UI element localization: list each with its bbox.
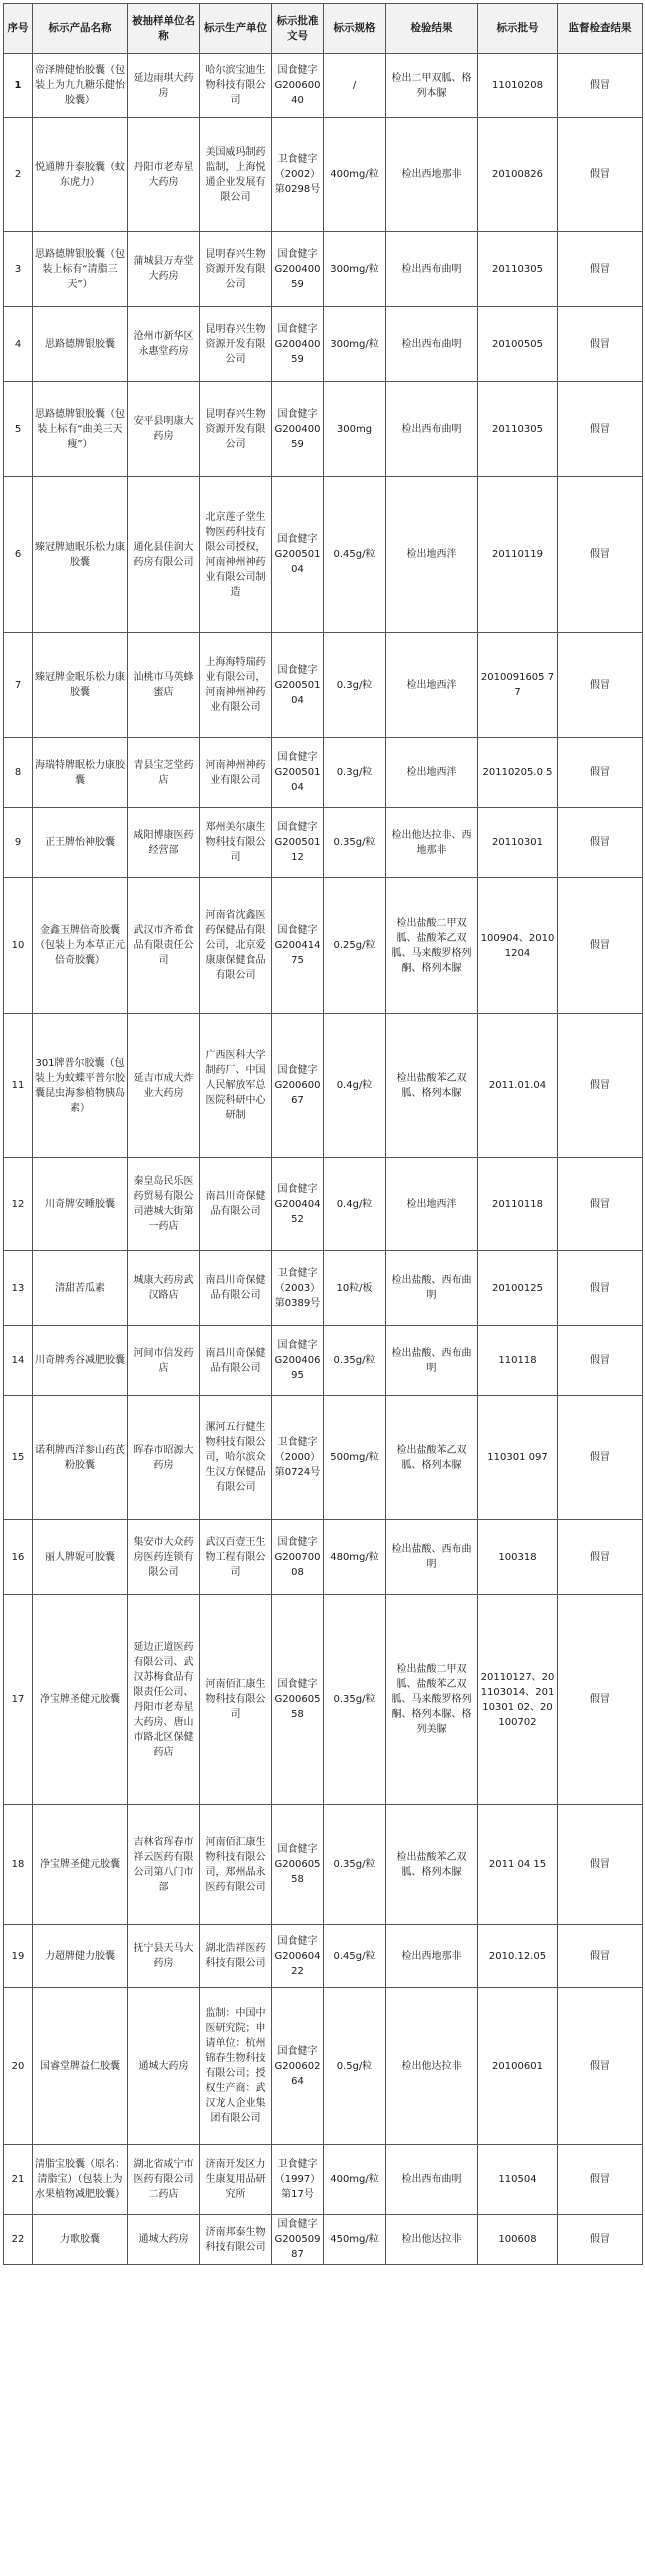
test-result: 检出盐酸苯乙双胍、格列本脲 (386, 1396, 478, 1520)
approval-number: 国食健字G20040695 (272, 1326, 324, 1396)
verdict: 假冒 (558, 1595, 643, 1805)
maker: 南昌川奇保健品有限公司 (200, 1326, 272, 1396)
row-number: 3 (4, 232, 33, 307)
maker: 美国威玛制药监制，上海悦通企业发展有限公司 (200, 118, 272, 232)
maker: 昆明春兴生物资源开发有限公司 (200, 382, 272, 477)
header-cell-result: 检验结果 (386, 4, 478, 54)
maker: 北京莲子堂生物医药科技有限公司授权，河南神州神药业有限公司制造 (200, 477, 272, 633)
table-row (4, 1925, 643, 1988)
batch-number: 100608 (478, 2215, 558, 2265)
row-number: 19 (4, 1925, 33, 1988)
table-row (4, 54, 643, 118)
row-number: 14 (4, 1326, 33, 1396)
maker: 河南神州神药业有限公司 (200, 738, 272, 808)
approval-number: 国食健字G20060422 (272, 1925, 324, 1988)
test-result: 检出西地那非 (386, 1925, 478, 1988)
spec: 450mg/粒 (324, 2215, 386, 2265)
approval-number: 国食健字G20060040 (272, 54, 324, 118)
test-result: 检出西布曲明 (386, 232, 478, 307)
test-result: 检出盐酸、西布曲明 (386, 1326, 478, 1396)
sampled-unit: 晖春市昭源大药房 (128, 1396, 200, 1520)
table-row (4, 307, 643, 382)
spec: 0.3g/粒 (324, 738, 386, 808)
maker: 济南邦泰生物科技有限公司 (200, 2215, 272, 2265)
product-name: 帝泽牌健怡胶囊（包装上为九九糖乐健怡胶囊） (33, 54, 128, 118)
verdict: 假冒 (558, 2215, 643, 2265)
batch-number: 20100826 (478, 118, 558, 232)
sampled-unit: 咸阳博康医药经营部 (128, 808, 200, 878)
header-cell-sampled-unit: 被抽样单位名称 (128, 4, 200, 54)
sampled-unit: 秦皇岛民乐医药贸易有限公司港城大街第一药店 (128, 1158, 200, 1251)
maker: 昆明春兴生物资源开发有限公司 (200, 232, 272, 307)
maker: 河南省沈鑫医药保健品有限公司，北京爱康康保健食品有限公司 (200, 878, 272, 1014)
verdict: 假冒 (558, 1158, 643, 1251)
product-name: 川奇牌秀谷减肥胶囊 (33, 1326, 128, 1396)
product-name: 正王牌怡神胶囊 (33, 808, 128, 878)
table-row (4, 1014, 643, 1158)
verdict: 假冒 (558, 1251, 643, 1326)
product-name: 臻冠牌迪眠乐松力康胶囊 (33, 477, 128, 633)
sampled-unit: 沧州市新华区永惠堂药房 (128, 307, 200, 382)
product-name: 臻冠牌金眠乐松力康胶囊 (33, 633, 128, 738)
table-row (4, 2215, 643, 2265)
product-name: 诺利牌西洋参山药芪粉胶囊 (33, 1396, 128, 1520)
batch-number: 2011 04 15 (478, 1805, 558, 1925)
table-row (4, 1595, 643, 1805)
batch-number: 20110305 (478, 382, 558, 477)
spec: 300mg (324, 382, 386, 477)
row-number: 7 (4, 633, 33, 738)
verdict: 假冒 (558, 307, 643, 382)
row-number: 22 (4, 2215, 33, 2265)
row-number: 5 (4, 382, 33, 477)
header-cell-batch: 标示批号 (478, 4, 558, 54)
header-cell-maker: 标示生产单位 (200, 4, 272, 54)
maker: 南昌川奇保健品有限公司 (200, 1251, 272, 1326)
row-number: 16 (4, 1520, 33, 1595)
sampled-unit: 城康大药房武汉路店 (128, 1251, 200, 1326)
product-name: 海瑞特牌眠松力康胶囊 (33, 738, 128, 808)
row-number: 2 (4, 118, 33, 232)
sampled-unit: 青县宝芝堂药店 (128, 738, 200, 808)
approval-number: 国食健字G20050112 (272, 808, 324, 878)
row-number: 10 (4, 878, 33, 1014)
table-row (4, 1158, 643, 1251)
table-row (4, 808, 643, 878)
spec: 500mg/粒 (324, 1396, 386, 1520)
approval-number: 国食健字G20060067 (272, 1014, 324, 1158)
sampled-unit: 安平县明康大药房 (128, 382, 200, 477)
product-name: 思路德牌银胶囊 (33, 307, 128, 382)
spec: 0.5g/粒 (324, 1988, 386, 2145)
verdict: 假冒 (558, 382, 643, 477)
table-row (4, 1251, 643, 1326)
maker: 郑州美尔康生物科技有限公司 (200, 808, 272, 878)
table-row (4, 633, 643, 738)
batch-number: 20110127、201103014、20110301 02、20100702 (478, 1595, 558, 1805)
maker: 哈尔滨宝迪生物科技有限公司 (200, 54, 272, 118)
batch-number: 110504 (478, 2145, 558, 2215)
table-row (4, 1396, 643, 1520)
test-result: 检出西布曲明 (386, 307, 478, 382)
header-cell-verdict: 监督检查结果 (558, 4, 643, 54)
approval-number: 国食健字G20050104 (272, 738, 324, 808)
spec: 400mg/粒 (324, 118, 386, 232)
verdict: 假冒 (558, 1396, 643, 1520)
table-row (4, 878, 643, 1014)
approval-number: 国食健字G20060558 (272, 1595, 324, 1805)
sampled-unit: 抚宁县天马大药房 (128, 1925, 200, 1988)
test-result: 检出盐酸苯乙双胍、格列本脲 (386, 1805, 478, 1925)
sampled-unit: 湖北省咸宁市医药有限公司二药店 (128, 2145, 200, 2215)
spec: 480mg/粒 (324, 1520, 386, 1595)
product-name: 清甜苦瓜素 (33, 1251, 128, 1326)
spec: 0.35g/粒 (324, 1805, 386, 1925)
batch-number: 20110118 (478, 1158, 558, 1251)
test-result: 检出二甲双胍、格列本脲 (386, 54, 478, 118)
batch-number: 2010.12.05 (478, 1925, 558, 1988)
maker: 监制：中国中医研究院；申请单位：杭州锦春生物科技有限公司；授权生产商：武汉龙人企业集团有限公司 (200, 1988, 272, 2145)
approval-number: 国食健字G20040059 (272, 307, 324, 382)
row-number: 4 (4, 307, 33, 382)
sampled-unit: 延边正道医药有限公司、武汉苏梅食品有限责任公司、丹阳市老寿星大药房、唐山市路北区保健药店 (128, 1595, 200, 1805)
verdict: 假冒 (558, 738, 643, 808)
verdict: 假冒 (558, 1805, 643, 1925)
test-result: 检出地西泮 (386, 477, 478, 633)
batch-number: 2011.01.04 (478, 1014, 558, 1158)
verdict: 假冒 (558, 1925, 643, 1988)
sampled-unit: 汕桃市马英蜂蜜店 (128, 633, 200, 738)
product-name: 川奇牌安睡胶囊 (33, 1158, 128, 1251)
verdict: 假冒 (558, 477, 643, 633)
test-result: 检出盐酸苯乙双胍、格列本脲 (386, 1014, 478, 1158)
verdict: 假冒 (558, 1326, 643, 1396)
product-name: 清脂宝胶囊（原名：清脂宝）（包装上为水果植物减肥胶囊） (33, 2145, 128, 2215)
approval-number: 国食健字G20050987 (272, 2215, 324, 2265)
table-row (4, 2145, 643, 2215)
verdict: 假冒 (558, 2145, 643, 2215)
table-row (4, 1988, 643, 2145)
row-number: 6 (4, 477, 33, 633)
row-number: 17 (4, 1595, 33, 1805)
sampled-unit: 集安市大众药房医药连锁有限公司 (128, 1520, 200, 1595)
header-cell-spec: 标示规格 (324, 4, 386, 54)
table-row (4, 1326, 643, 1396)
verdict: 假冒 (558, 1014, 643, 1158)
approval-number: 国食健字G20050104 (272, 633, 324, 738)
table-row (4, 118, 643, 232)
verdict: 假冒 (558, 633, 643, 738)
row-number: 21 (4, 2145, 33, 2215)
batch-number: 2010091605 77 (478, 633, 558, 738)
row-number: 13 (4, 1251, 33, 1326)
approval-number: 国食健字G20060558 (272, 1805, 324, 1925)
batch-number: 20100601 (478, 1988, 558, 2145)
product-name: 力歌胶囊 (33, 2215, 128, 2265)
spec: 0.25g/粒 (324, 878, 386, 1014)
product-name: 国睿堂牌益仁胶囊 (33, 1988, 128, 2145)
test-result: 检出西布曲明 (386, 382, 478, 477)
spec: 0.4g/粒 (324, 1014, 386, 1158)
approval-number: 卫食健字（1997）第17号 (272, 2145, 324, 2215)
table-row (4, 1805, 643, 1925)
table-row (4, 1520, 643, 1595)
row-number: 8 (4, 738, 33, 808)
maker: 济南开发区力生康复用品研究所 (200, 2145, 272, 2215)
maker: 河南佰汇康生物科技有限公司 (200, 1595, 272, 1805)
table-row (4, 382, 643, 477)
product-name: 思路德牌银胶囊（包装上标有“清脂三天”） (33, 232, 128, 307)
sampled-unit: 丹阳市老寿星大药房 (128, 118, 200, 232)
verdict: 假冒 (558, 232, 643, 307)
verdict: 假冒 (558, 54, 643, 118)
sampled-unit: 蒲城县万寿堂大药房 (128, 232, 200, 307)
row-number: 12 (4, 1158, 33, 1251)
spec: / (324, 54, 386, 118)
spec: 0.35g/粒 (324, 808, 386, 878)
sampled-unit: 延吉市成大炸业大药房 (128, 1014, 200, 1158)
test-result: 检出盐酸、西布曲明 (386, 1251, 478, 1326)
maker: 昆明春兴生物资源开发有限公司 (200, 307, 272, 382)
batch-number: 11010208 (478, 54, 558, 118)
batch-number: 20110205.0 5 (478, 738, 558, 808)
header-cell-no: 序号 (4, 4, 33, 54)
table-row (4, 232, 643, 307)
verdict: 假冒 (558, 118, 643, 232)
batch-number: 110301 097 (478, 1396, 558, 1520)
table-row (4, 477, 643, 633)
maker: 漯河五行健生物科技有限公司，哈尔滨众生汉方保健品有限公司 (200, 1396, 272, 1520)
maker: 河南佰汇康生物科技有限公司，郑州晶永医药有限公司 (200, 1805, 272, 1925)
spec: 0.45g/粒 (324, 477, 386, 633)
sampled-unit: 延边雨琪大药房 (128, 54, 200, 118)
spec: 0.3g/粒 (324, 633, 386, 738)
maker: 武汉百壹王生物工程有限公司 (200, 1520, 272, 1595)
approval-number: 国食健字G20041475 (272, 878, 324, 1014)
row-number: 11 (4, 1014, 33, 1158)
batch-number: 100904、20101204 (478, 878, 558, 1014)
inspection-results-table (3, 3, 643, 2265)
spec: 0.35g/粒 (324, 1595, 386, 1805)
test-result: 检出他达拉非 (386, 2215, 478, 2265)
header-cell-approval: 标示批准文号 (272, 4, 324, 54)
product-name: 净宝牌圣健元胶囊 (33, 1805, 128, 1925)
spec: 300mg/粒 (324, 232, 386, 307)
sampled-unit: 通城大药房 (128, 2215, 200, 2265)
batch-number: 20100125 (478, 1251, 558, 1326)
test-result: 检出西布曲明 (386, 2145, 478, 2215)
maker: 上海海特瑞药业有限公司，河南神州神药业有限公司 (200, 633, 272, 738)
maker: 湖北浩祥医药科技有限公司 (200, 1925, 272, 1988)
sampled-unit: 通城大药房 (128, 1988, 200, 2145)
verdict: 假冒 (558, 878, 643, 1014)
batch-number: 20110301 (478, 808, 558, 878)
maker: 南昌川奇保健品有限公司 (200, 1158, 272, 1251)
spec: 400mg/粒 (324, 2145, 386, 2215)
row-number: 9 (4, 808, 33, 878)
row-number: 20 (4, 1988, 33, 2145)
product-name: 思路德牌银胶囊（包装上标有“曲美三天瘦”） (33, 382, 128, 477)
batch-number: 20110119 (478, 477, 558, 633)
test-result: 检出地西泮 (386, 738, 478, 808)
test-result: 检出盐酸、西布曲明 (386, 1520, 478, 1595)
sampled-unit: 通化县佳润大药房有限公司 (128, 477, 200, 633)
batch-number: 20110305 (478, 232, 558, 307)
spec: 300mg/粒 (324, 307, 386, 382)
verdict: 假冒 (558, 1988, 643, 2145)
test-result: 检出他达拉非 (386, 1988, 478, 2145)
row-number: 1 (4, 54, 33, 118)
test-result: 检出他达拉非、西地那非 (386, 808, 478, 878)
header-cell-product: 标示产品名称 (33, 4, 128, 54)
table-row (4, 738, 643, 808)
sampled-unit: 武汉市齐希食品有限责任公司 (128, 878, 200, 1014)
product-name: 净宝牌圣健元胶囊 (33, 1595, 128, 1805)
approval-number: 国食健字G20060264 (272, 1988, 324, 2145)
row-number: 15 (4, 1396, 33, 1520)
batch-number: 20100505 (478, 307, 558, 382)
product-name: 301牌普尔胶囊（包装上为蚊蝶平普尔胶囊昆虫海参植物胰岛素） (33, 1014, 128, 1158)
approval-number: 卫食健字（2000）第0724号 (272, 1396, 324, 1520)
approval-number: 卫食健字（2003）第0389号 (272, 1251, 324, 1326)
product-name: 丽人牌妮可胶囊 (33, 1520, 128, 1595)
sampled-unit: 吉林省珲春市祥云医药有限公司第八门市部 (128, 1805, 200, 1925)
product-name: 力超牌健力胶囊 (33, 1925, 128, 1988)
verdict: 假冒 (558, 1520, 643, 1595)
sampled-unit: 河间市信发药店 (128, 1326, 200, 1396)
batch-number: 110118 (478, 1326, 558, 1396)
product-name: 悦通牌升泰胶囊（蚊东虎力） (33, 118, 128, 232)
spec: 0.35g/粒 (324, 1326, 386, 1396)
spec: 0.45g/粒 (324, 1925, 386, 1988)
spec: 0.4g/粒 (324, 1158, 386, 1251)
test-result: 检出地西泮 (386, 1158, 478, 1251)
approval-number: 国食健字G20040059 (272, 232, 324, 307)
test-result: 检出盐酸二甲双胍、盐酸苯乙双胍、马来酸罗格列酮、格列本脲 (386, 878, 478, 1014)
batch-number: 100318 (478, 1520, 558, 1595)
approval-number: 卫食健字（2002）第0298号 (272, 118, 324, 232)
approval-number: 国食健字G20040452 (272, 1158, 324, 1251)
test-result: 检出地西泮 (386, 633, 478, 738)
row-number: 18 (4, 1805, 33, 1925)
approval-number: 国食健字G20040059 (272, 382, 324, 477)
spec: 10粒/板 (324, 1251, 386, 1326)
test-result: 检出盐酸二甲双胍、盐酸苯乙双胍、马来酸罗格列酮、格列本脲、格列美脲 (386, 1595, 478, 1805)
product-name: 金鑫玉牌倍奇胶囊（包装上为本草正元倍奇胶囊） (33, 878, 128, 1014)
approval-number: 国食健字G20070008 (272, 1520, 324, 1595)
verdict: 假冒 (558, 808, 643, 878)
approval-number: 国食健字G20050104 (272, 477, 324, 633)
maker: 广西医科大学制药厂、中国人民解放军总医院科研中心研制 (200, 1014, 272, 1158)
header-row (4, 4, 643, 54)
test-result: 检出西地那非 (386, 118, 478, 232)
